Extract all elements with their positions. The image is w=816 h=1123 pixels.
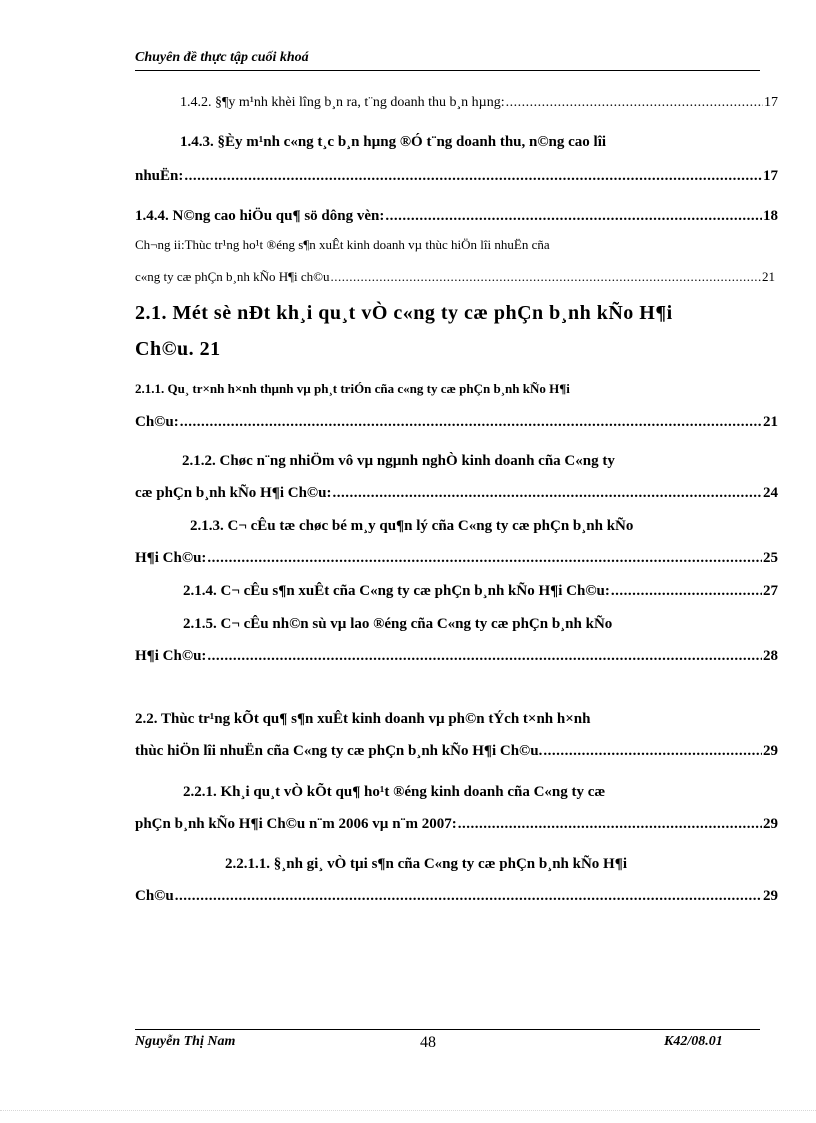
header-divider (135, 70, 760, 71)
toc-entry-page: 18 (763, 208, 778, 224)
toc-entry-text: 2.1.5. C¬ cÊu nh©n sù vµ lao ®éng cña C«ng ty cæ phÇn b¸nh kÑo (183, 616, 613, 632)
toc-entry-text: 2.1.3. C¬ cÊu tæ chøc bé m¸y qu¶n lý cña C«ng ty cæ phÇn b¸nh kÑo (190, 518, 634, 534)
toc-entry-2-2-1-line1[interactable] (135, 781, 816, 803)
toc-entry-text: c«ng ty cæ phÇn b¸nh kÑo H¶i ch©u (135, 269, 330, 284)
toc-entry-2-1-line1[interactable] (135, 298, 778, 328)
toc-entry-1-4-2[interactable] (135, 92, 778, 114)
toc-leader-dots (458, 813, 762, 835)
toc-entry-2-1-5-line2[interactable] (135, 645, 778, 667)
toc-entry-text: Ch©u (135, 888, 174, 904)
toc-entry-chapter-2-line2[interactable] (135, 266, 775, 288)
toc-entry-text: H¶i Ch©u: (135, 550, 207, 566)
toc-entry-page: 21 (763, 414, 778, 430)
toc-entry-2-1-3-line2[interactable] (135, 547, 778, 569)
toc-entry-text: 2.2. Thùc tr¹ng kÕt qu¶ s¶n xuÊt kinh doanh vµ ph©n tÝch t×nh h×nh (135, 711, 591, 727)
toc-entry-page: 28 (763, 648, 778, 664)
toc-entry-text: 2.1.2. Chøc n¨ng nhiÖm vô vµ ngµnh nghÒ kinh doanh cña C«ng ty (182, 453, 615, 469)
toc-entry-page: 17 (764, 95, 778, 110)
page-bottom-border (0, 1110, 816, 1111)
toc-entry-2-1-2-line2[interactable] (135, 482, 778, 504)
toc-entry-2-1-1-line2[interactable] (135, 411, 778, 433)
footer-author: Nguyễn Thị Nam (135, 1034, 236, 1049)
toc-entry-text: cæ phÇn b¸nh kÑo H¶i Ch©u: (135, 485, 332, 501)
toc-entry-chapter-2-line1[interactable] (135, 234, 778, 256)
toc-entry-1-4-3-line2[interactable] (135, 165, 778, 187)
toc-entry-2-1-1-line1[interactable] (135, 378, 778, 400)
toc-entry-text: nhuËn: (135, 168, 184, 184)
toc-leader-dots (332, 482, 762, 504)
toc-entry-text: 2.1.4. C¬ cÊu s¶n xuÊt cña C«ng ty cæ phÇn b¸nh kÑo H¶i Ch©u: (183, 583, 610, 599)
toc-entry-2-1-5-line1[interactable] (135, 613, 816, 635)
toc-leader-dots (331, 266, 762, 288)
toc-entry-text: Ch©u: (135, 414, 179, 430)
toc-entry-text: 2.1.1. Qu¸ tr×nh h×nh thµnh vµ ph¸t triÓn cña c«ng ty cæ phÇn b¸nh kÑo H¶i (135, 381, 570, 396)
toc-entry-text: phÇn b¸nh kÑo H¶i Ch©u n¨m 2006 vµ n¨m 2007: (135, 816, 457, 832)
toc-leader-dots (207, 547, 762, 569)
toc-entry-text: 2.2.1.1. §¸nh gi¸ vÒ tµi s¶n cña C«ng ty cæ phÇn b¸nh kÑo H¶i (225, 856, 627, 872)
toc-leader-dots (207, 645, 762, 667)
toc-entry-text: thùc hiÖn lîi nhuËn cña C«ng ty cæ phÇn b¸nh kÑo H¶i Ch©u. (135, 743, 543, 759)
toc-entry-text: 1.4.4. N©ng cao hiÖu qu¶ sö dông vèn: (135, 208, 385, 224)
header-title: Chuyên đề thực tập cuối khoá (135, 50, 309, 65)
toc-leader-dots (611, 580, 762, 602)
toc-entry-page: 25 (763, 550, 778, 566)
footer-divider (135, 1029, 760, 1030)
toc-entry-text: 2.1. Mét sè nÐt kh¸i qu¸t vÒ c«ng ty cæ phÇn b¸nh kÑo H¶i (135, 302, 673, 324)
toc-entry-1-4-4[interactable] (135, 205, 778, 227)
toc-entry-page: 24 (763, 485, 778, 501)
page-number: 48 (420, 1034, 436, 1051)
toc-entry-page: 29 (763, 816, 778, 832)
toc-entry-text: H¶i Ch©u: (135, 648, 207, 664)
toc-leader-dots (184, 165, 762, 187)
toc-entry-page: 29 (763, 888, 778, 904)
toc-entry-2-1-3-line1[interactable] (135, 515, 816, 537)
toc-entry-2-2-1-line2[interactable] (135, 813, 778, 835)
toc-entry-2-2-line1[interactable] (135, 708, 778, 730)
toc-leader-dots (180, 411, 762, 433)
footer-class-code: K42/08.01 (664, 1034, 723, 1049)
toc-entry-text: 1.4.3. §Èy m¹nh c«ng t¸c b¸n hµng ®Ó t¨ng doanh thu, n©ng cao lîi (180, 134, 607, 150)
toc-entry-text: Ch¬ng ii:Thùc tr¹ng ho¹t ®éng s¶n xuÊt kinh doanh vµ thùc hiÖn lîi nhuËn cña (135, 237, 550, 252)
toc-entry-2-1-2-line1[interactable] (135, 450, 816, 472)
toc-entry-2-2-1-1-line2[interactable] (135, 885, 778, 907)
toc-leader-dots (506, 92, 763, 114)
toc-entry-page: 21 (762, 269, 775, 284)
toc-entry-text: 1.4.2. §¶y m¹nh khèi lîng b¸n ra, t¨ng doanh thu b¸n hµng: (180, 95, 505, 110)
toc-entry-page: 17 (763, 168, 778, 184)
toc-entry-page: 29 (763, 743, 778, 759)
toc-entry-text: Ch©u. 21 (135, 338, 221, 360)
toc-entry-page: 27 (763, 583, 778, 599)
toc-leader-dots (385, 205, 762, 227)
toc-entry-text: 2.2.1. Kh¸i qu¸t vÒ kÕt qu¶ ho¹t ®éng kinh doanh cña C«ng ty cæ (183, 784, 606, 800)
toc-leader-dots (543, 740, 762, 762)
toc-entry-2-2-1-1-line1[interactable] (135, 853, 816, 875)
toc-entry-2-1-line2[interactable] (135, 334, 778, 364)
toc-entry-2-2-line2[interactable] (135, 740, 778, 762)
toc-leader-dots (175, 885, 762, 907)
toc-entry-1-4-3-line1[interactable] (135, 131, 816, 153)
toc-entry-2-1-4[interactable] (135, 580, 778, 602)
